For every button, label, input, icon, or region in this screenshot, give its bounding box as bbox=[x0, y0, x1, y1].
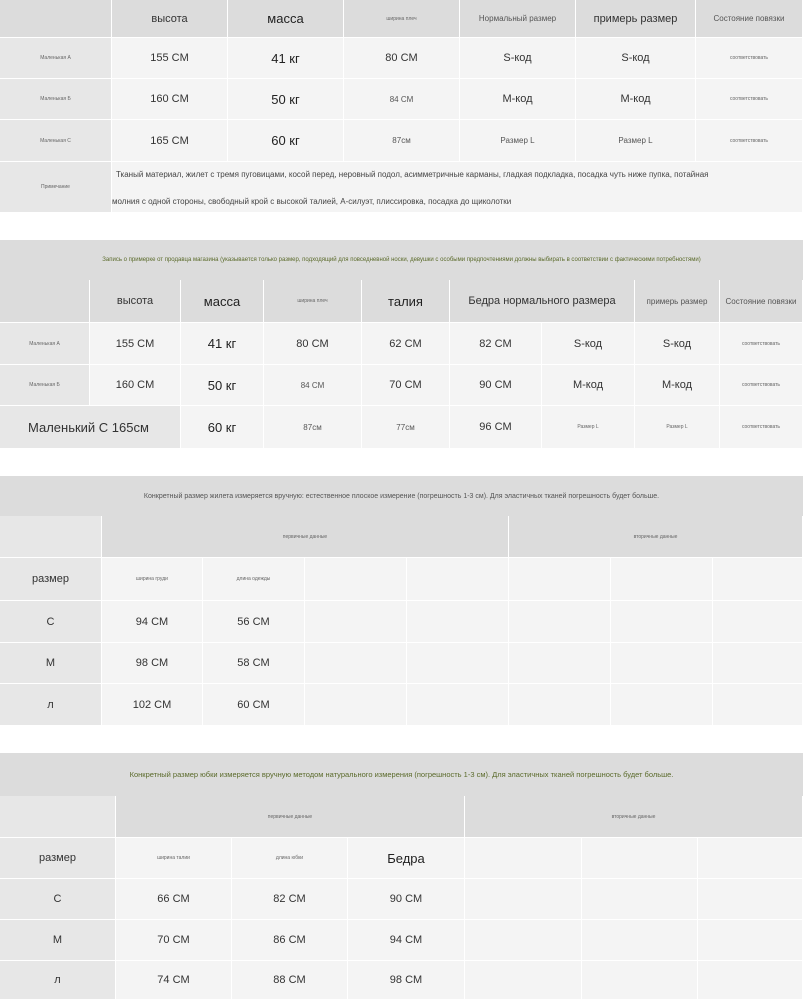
table-2 bbox=[0, 240, 803, 450]
cell-height: 155 CM bbox=[90, 323, 181, 365]
notes-line-2: молния с одной стороны, свободный крой с высокой талией, А-силуэт, плиссировка, посадка до щиколотки bbox=[112, 197, 512, 206]
primary-data-header: первичные данные bbox=[116, 796, 465, 838]
cell-state: соответствовать bbox=[720, 406, 803, 449]
row-label-wide: Маленький C 165см bbox=[0, 406, 181, 449]
cell-state: соответствовать bbox=[696, 38, 803, 79]
col-waist-width: ширина талии bbox=[116, 838, 232, 879]
empty-cell bbox=[713, 601, 803, 643]
header-bust: ширина плеч bbox=[344, 0, 460, 38]
empty-cell bbox=[465, 879, 582, 920]
cell-waist: 62 CM bbox=[362, 323, 450, 365]
empty-cell bbox=[509, 558, 611, 601]
header-weight: масса bbox=[181, 280, 264, 323]
size-label: размер bbox=[0, 558, 102, 601]
corner-cell bbox=[0, 796, 116, 838]
header-try-size: примерь размер bbox=[576, 0, 696, 38]
cell-weight: 60 кг bbox=[181, 406, 264, 449]
empty-cell bbox=[713, 643, 803, 684]
empty-cell bbox=[305, 601, 407, 643]
cell-height: 160 CM bbox=[112, 79, 228, 120]
table-3 bbox=[0, 476, 803, 726]
cell-height: 155 CM bbox=[112, 38, 228, 79]
empty-cell bbox=[465, 838, 582, 879]
header-state: Состояние повязки bbox=[720, 280, 803, 323]
empty-cell bbox=[305, 558, 407, 601]
empty-cell bbox=[407, 643, 509, 684]
cell-waist: 77см bbox=[362, 406, 450, 449]
table-1 bbox=[0, 0, 803, 213]
empty-cell bbox=[305, 643, 407, 684]
cell-try: Размер L bbox=[635, 406, 720, 449]
secondary-data-header: вторичные данные bbox=[509, 516, 803, 558]
cell-try: Размер L bbox=[576, 120, 696, 162]
table-4 bbox=[0, 753, 803, 1000]
size-cell: M bbox=[0, 643, 102, 684]
cell-normal: S-код bbox=[542, 323, 635, 365]
cell-height: 165 CM bbox=[112, 120, 228, 162]
cell-weight: 41 кг bbox=[228, 38, 344, 79]
cell-hips: 98 CM bbox=[348, 961, 465, 1000]
cell-bust: 84 CM bbox=[344, 79, 460, 120]
table-2-banner: Запись о примерке от продавца магазина (указывается только размер, подходящий для повседневной носки, девушки с особыми предпочтениями должны выбирать в соответствии с фактическими потребностями) bbox=[0, 240, 803, 280]
cell-state: соответствовать bbox=[696, 120, 803, 162]
empty-cell bbox=[611, 558, 713, 601]
size-cell: С bbox=[0, 879, 116, 920]
empty-cell bbox=[407, 684, 509, 726]
empty-cell bbox=[305, 684, 407, 726]
row-label: Маленькая Б bbox=[0, 79, 112, 120]
cell-normal: M-код bbox=[460, 79, 576, 120]
cell-weight: 41 кг bbox=[181, 323, 264, 365]
cell-skirt-length: 86 CM bbox=[232, 920, 348, 961]
cell-hips: 90 CM bbox=[450, 365, 542, 406]
cell-skirt-length: 88 CM bbox=[232, 961, 348, 1000]
col-garment-length: длина одежды bbox=[203, 558, 305, 601]
header-hips-normal: Бедра нормального размера bbox=[450, 280, 635, 323]
cell-bust: 87см bbox=[344, 120, 460, 162]
cell-bust: 80 CM bbox=[264, 323, 362, 365]
cell-try: S-код bbox=[576, 38, 696, 79]
table-3-banner: Конкретный размер жилета измеряется вручную: естественное плоское измерение (погрешность 1-3 см). Для эластичных тканей погрешность будет больше. bbox=[0, 476, 803, 516]
cell-state: соответствовать bbox=[720, 323, 803, 365]
empty-cell bbox=[509, 684, 611, 726]
cell-waist: 74 CM bbox=[116, 961, 232, 1000]
empty-cell bbox=[713, 558, 803, 601]
size-cell: С bbox=[0, 601, 102, 643]
cell-skirt-length: 82 CM bbox=[232, 879, 348, 920]
empty-cell bbox=[611, 643, 713, 684]
cell-waist: 70 CM bbox=[362, 365, 450, 406]
cell-try: M-код bbox=[576, 79, 696, 120]
cell-normal: Размер L bbox=[542, 406, 635, 449]
size-label: размер bbox=[0, 838, 116, 879]
empty-cell bbox=[465, 920, 582, 961]
cell-length: 60 CM bbox=[203, 684, 305, 726]
empty-cell bbox=[698, 920, 803, 961]
empty-cell bbox=[582, 838, 698, 879]
empty-cell bbox=[582, 879, 698, 920]
header-normal-size: Нормальный размер bbox=[460, 0, 576, 38]
empty-cell bbox=[611, 601, 713, 643]
cell-bust: 87см bbox=[264, 406, 362, 449]
cell-hips: 82 CM bbox=[450, 323, 542, 365]
empty-cell bbox=[465, 961, 582, 1000]
empty-cell bbox=[698, 838, 803, 879]
cell-length: 56 CM bbox=[203, 601, 305, 643]
cell-hips: 96 CM bbox=[450, 406, 542, 449]
header-state: Состояние повязки bbox=[696, 0, 803, 38]
cell-height: 160 CM bbox=[90, 365, 181, 406]
empty-cell bbox=[698, 961, 803, 1000]
notes-line-1: Тканый материал, жилет с тремя пуговицами, косой перед, неровный подол, асимметричные карманы, гладкая подкладка, посадка чуть ниже пупка, потайная bbox=[116, 170, 709, 179]
cell-weight: 50 кг bbox=[181, 365, 264, 406]
col-hips: Бедра bbox=[348, 838, 465, 879]
cell-weight: 60 кг bbox=[228, 120, 344, 162]
cell-waist: 70 CM bbox=[116, 920, 232, 961]
cell-chest: 102 CM bbox=[102, 684, 203, 726]
header-height: высота bbox=[90, 280, 181, 323]
cell-length: 58 CM bbox=[203, 643, 305, 684]
header-bust: ширина плеч bbox=[264, 280, 362, 323]
empty-cell bbox=[407, 558, 509, 601]
cell-chest: 94 CM bbox=[102, 601, 203, 643]
cell-normal: M-код bbox=[542, 365, 635, 406]
corner-cell bbox=[0, 516, 102, 558]
empty-cell bbox=[582, 961, 698, 1000]
header-weight: масса bbox=[228, 0, 344, 38]
empty-cell bbox=[713, 684, 803, 726]
header-cell-blank bbox=[0, 0, 112, 38]
cell-chest: 98 CM bbox=[102, 643, 203, 684]
cell-try: M-код bbox=[635, 365, 720, 406]
empty-cell bbox=[611, 684, 713, 726]
cell-hips: 94 CM bbox=[348, 920, 465, 961]
primary-data-header: первичные данные bbox=[102, 516, 509, 558]
row-label: Маленькая Б bbox=[0, 365, 90, 406]
table-4-banner: Конкретный размер юбки измеряется вручную методом натурального измерения (погрешность 1-3 см). Для эластичных тканей погрешность будет больше. bbox=[0, 753, 803, 796]
cell-hips: 90 CM bbox=[348, 879, 465, 920]
cell-waist: 66 CM bbox=[116, 879, 232, 920]
empty-cell bbox=[509, 643, 611, 684]
empty-cell bbox=[698, 879, 803, 920]
empty-cell bbox=[509, 601, 611, 643]
secondary-data-header: вторичные данные bbox=[465, 796, 803, 838]
cell-weight: 50 кг bbox=[228, 79, 344, 120]
row-label: Маленькая A bbox=[0, 323, 90, 365]
cell-state: соответствовать bbox=[696, 79, 803, 120]
empty-cell bbox=[407, 601, 509, 643]
row-label: Маленькая C bbox=[0, 120, 112, 162]
header-try-size: примерь размер bbox=[635, 280, 720, 323]
cell-try: S-код bbox=[635, 323, 720, 365]
row-label: Маленькая A bbox=[0, 38, 112, 79]
cell-normal: S-код bbox=[460, 38, 576, 79]
header-cell-blank bbox=[0, 280, 90, 323]
size-cell: л bbox=[0, 961, 116, 1000]
empty-cell bbox=[582, 920, 698, 961]
header-waist: талия bbox=[362, 280, 450, 323]
cell-bust: 80 CM bbox=[344, 38, 460, 79]
col-chest-width: ширина груди bbox=[102, 558, 203, 601]
cell-state: соответствовать bbox=[720, 365, 803, 406]
cell-bust: 84 CM bbox=[264, 365, 362, 406]
col-skirt-length: длина юбки bbox=[232, 838, 348, 879]
size-cell: M bbox=[0, 920, 116, 961]
notes-label: Примечание bbox=[0, 162, 112, 213]
header-height: высота bbox=[112, 0, 228, 38]
cell-normal: Размер L bbox=[460, 120, 576, 162]
size-cell: л bbox=[0, 684, 102, 726]
